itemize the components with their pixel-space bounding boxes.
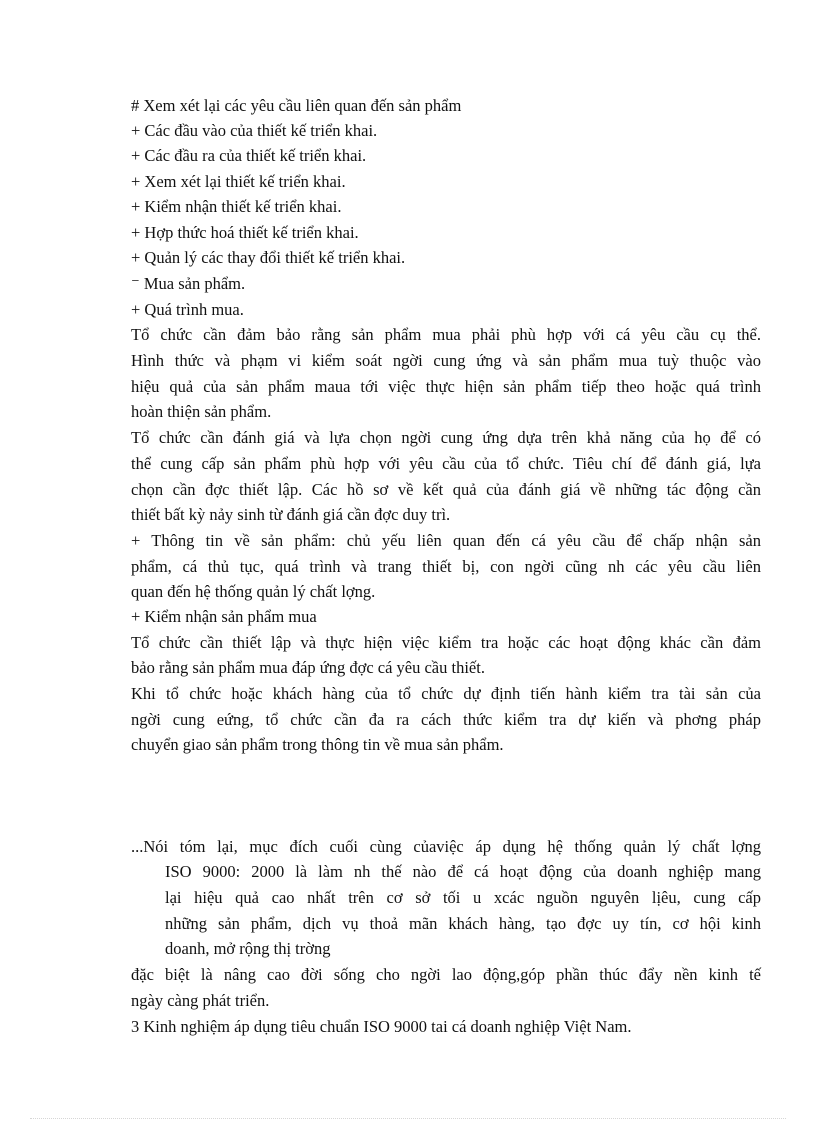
paragraph-line: thể cung cấp sản phẩm phù hợp với yêu cầu của tổ chức. Tiêu chí để đánh giá, lựa bbox=[131, 454, 761, 473]
paragraph-line: Tổ chức cần đảm bảo rằng sản phẩm mua phải phù hợp với cá yêu cầu cụ thể. bbox=[131, 325, 761, 344]
paragraph-line: quan đến hệ thống quản lý chất lợng. bbox=[131, 582, 376, 601]
paragraph-line: Tổ chức cần đánh giá và lựa chọn ngời cung ứng dựa trên khả năng của họ để có bbox=[131, 428, 761, 447]
bullet-design-verification: + Kiểm nhận thiết kế triển khai. bbox=[131, 197, 342, 216]
heading-review-requirements: # Xem xét lại các yêu cầu liên quan đến sản phẩm bbox=[131, 96, 462, 115]
footer-divider bbox=[30, 1118, 786, 1119]
paragraph-line: bảo rằng sản phẩm mua đáp ứng đợc cá yêu cầu thiết. bbox=[131, 658, 485, 677]
bullet-design-changes: + Quản lý các thay đổi thiết kế triển khai. bbox=[131, 248, 406, 267]
paragraph-line: hoàn thiện sản phẩm. bbox=[131, 402, 272, 421]
conclusion-line: ngày càng phát triển. bbox=[131, 991, 270, 1010]
conclusion-line: những sản phẩm, dịch vụ thoả mãn khách hàng, tạo đợc uy tín, cơ hội kinh bbox=[165, 914, 761, 933]
conclusion-line: lại hiệu quả cao nhất trên cơ sở tối u xcác nguồn nguyên lịêu, cung cấp bbox=[165, 888, 761, 907]
paragraph-line: thiết bất kỳ nảy sinh từ đánh giá cần đợc duy trì. bbox=[131, 505, 451, 524]
paragraph-line: phẩm, cá thủ tục, quá trình và trang thiết bị, con ngời cũng nh các yêu cầu liên bbox=[131, 557, 761, 576]
bullet-design-review: + Xem xét lại thiết kế triển khai. bbox=[131, 172, 346, 191]
bullet-design-inputs: + Các đầu vào của thiết kế triển khai. bbox=[131, 121, 378, 140]
heading-purchasing: ⁻ Mua sản phẩm. bbox=[131, 274, 246, 293]
conclusion-line: ISO 9000: 2000 là làm nh thế nào để cá hoạt động của doanh nghiệp mang bbox=[165, 862, 761, 881]
paragraph-line: hiệu quả của sản phẩm maua tới việc thực hiện sản phẩm tiếp theo hoặc quá trình bbox=[131, 377, 761, 396]
paragraph-line: Tổ chức cần thiết lập và thực hiện việc kiểm tra hoặc các hoạt động khác cần đảm bbox=[131, 633, 761, 652]
conclusion-line: ...Nói tóm lại, mục đích cuối cùng củaviệc áp dụng hệ thống quản lý chất lợng bbox=[131, 837, 761, 856]
heading-purchase-verification: + Kiểm nhận sản phẩm mua bbox=[131, 607, 317, 626]
conclusion-line: doanh, mở rộng thị trờng bbox=[165, 939, 331, 958]
bullet-purchasing-process: + Quá trình mua. bbox=[131, 300, 244, 319]
paragraph-line: chuyển giao sản phẩm trong thông tin về mua sản phẩm. bbox=[131, 735, 504, 754]
bullet-design-outputs: + Các đầu ra của thiết kế triển khai. bbox=[131, 146, 367, 165]
conclusion-line: đặc biệt là nâng cao đời sống cho ngời lao động,góp phần thúc đẩy nền kinh tế bbox=[131, 965, 761, 984]
paragraph-line: Hình thức và phạm vi kiểm soát ngời cung ứng và sản phẩm mua tuỳ thuộc vào bbox=[131, 351, 761, 370]
paragraph-line: chọn cần đợc thiết lập. Các hồ sơ về kết quả của đánh giá về những tác động cần bbox=[131, 480, 761, 499]
paragraph-line: ngời cung eứng, tổ chức cần đa ra cách thức kiểm tra dự kiến và phơng pháp bbox=[131, 710, 761, 729]
paragraph-line: Khi tổ chức hoặc khách hàng của tổ chức dự định tiến hành kiểm tra tài sản của bbox=[131, 684, 761, 703]
bullet-design-validation: + Hợp thức hoá thiết kế triển khai. bbox=[131, 223, 359, 242]
paragraph-line: + Thông tin về sản phẩm: chủ yếu liên quan đến cá yêu cầu để chấp nhận sản bbox=[131, 531, 761, 550]
section-heading-iso-experience: 3 Kinh nghiệm áp dụng tiêu chuẩn ISO 9000 tai cá doanh nghiệp Việt Nam. bbox=[131, 1017, 632, 1036]
